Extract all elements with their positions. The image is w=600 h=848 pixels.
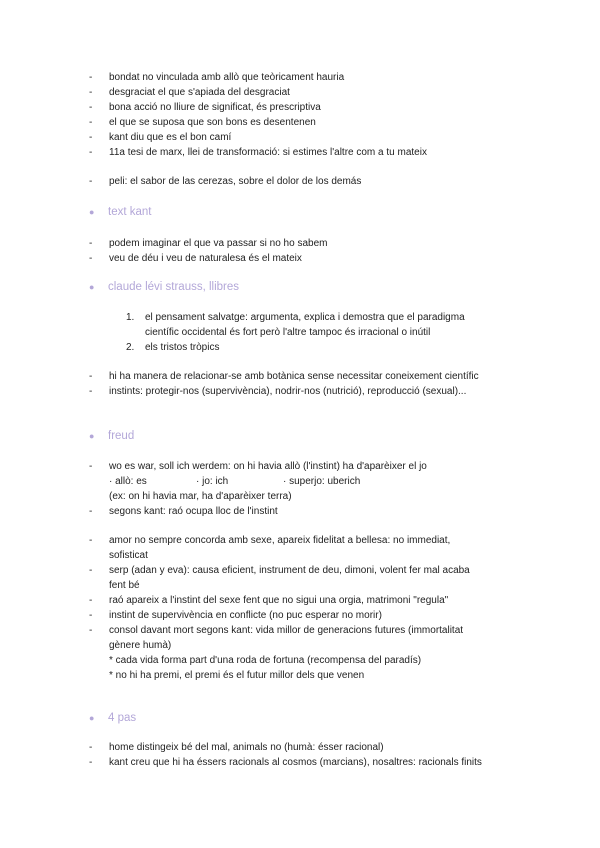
note: * cada vida forma part d'una roda de fortuna (recompensa del paradís) [109,655,422,666]
list-item: - instints: protegir-nos (supervivència), nodrir-nos (nutrició), reproducció (sexual)... [89,386,467,397]
bullet-icon: ● [89,207,95,217]
list-item: - el que se suposa que son bons es desentenen [89,117,316,128]
bullet-icon: ● [89,431,95,441]
list-item: - bondat no vinculada amb allò que teòricament hauria [89,72,345,83]
list-item: - kant diu que es el bon camí [89,132,232,143]
list-item: - podem imaginar el que va passar si no ho sabem [89,238,328,249]
list-item: - serp (adan y eva): causa eficient, instrument de deu, dimoni, volent fer mal acaba [89,565,470,576]
list-item-continuation: (ex: on hi havia mar, ha d'aparèixer terra) [109,491,292,502]
list-item: - raó apareix a l'instint del sexe fent que no sigui una orgia, matrimoni "regula" [89,595,449,606]
list-item: - desgraciat el que s'apiada del desgraciat [89,87,290,98]
list-item-continuation: gènere humà) [109,640,172,651]
list-item: - bona acció no lliure de significat, és prescriptiva [89,102,321,113]
list-item: - veu de déu i veu de naturalesa és el mateix [89,253,302,264]
section-heading: ● claude lévi strauss, llibres [89,281,240,293]
term: · allò: es [109,476,147,487]
section-heading: ● freud [89,430,135,442]
numbered-item: 1. el pensament salvatge: argumenta, explica i demostra que el paradigma [126,312,465,323]
section-heading: ● text kant [89,206,152,218]
term: · superjo: uberich [283,476,361,487]
note: * no hi ha premi, el premi és el futur millor dels que venen [109,670,365,681]
list-item: - 11a tesi de marx, llei de transformació: si estimes l'altre com a tu mateix [89,147,427,158]
numbered-item-continuation: científic occidental és fort però l'altre tampoc és irracional o inútil [145,327,431,338]
list-item-continuation: fent bé [109,580,140,591]
list-item: - amor no sempre concorda amb sexe, apareix fidelitat a bellesa: no immediat, [89,535,451,546]
list-item: - kant creu que hi ha éssers racionals al cosmos (marcians), nosaltres: racionals finits [89,757,482,768]
list-item: - hi ha manera de relacionar-se amb botànica sense necessitar coneixement científic [89,371,479,382]
list-item-continuation: sofisticat [109,550,148,561]
term: · jo: ich [196,476,229,487]
bullet-icon: ● [89,282,95,292]
list-item: - home distingeix bé del mal, animals no (humà: ésser racional) [89,742,384,753]
list-item: - consol davant mort segons kant: vida millor de generacions futures (immortalitat [89,625,464,636]
list-item: - wo es war, soll ich werdem: on hi havia allò (l'instint) ha d'aparèixer el jo [89,461,427,472]
numbered-item: 2. els tristos tròpics [126,342,220,353]
section-heading: ● 4 pas [89,712,137,724]
list-item: - peli: el sabor de las cerezas, sobre el dolor de los demás [89,176,362,187]
term-row [0,475,600,489]
bullet-icon: ● [89,713,95,723]
list-item: - segons kant: raó ocupa lloc de l'instint [89,506,278,517]
list-item: - instint de supervivència en conflicte (no puc esperar no morir) [89,610,382,621]
